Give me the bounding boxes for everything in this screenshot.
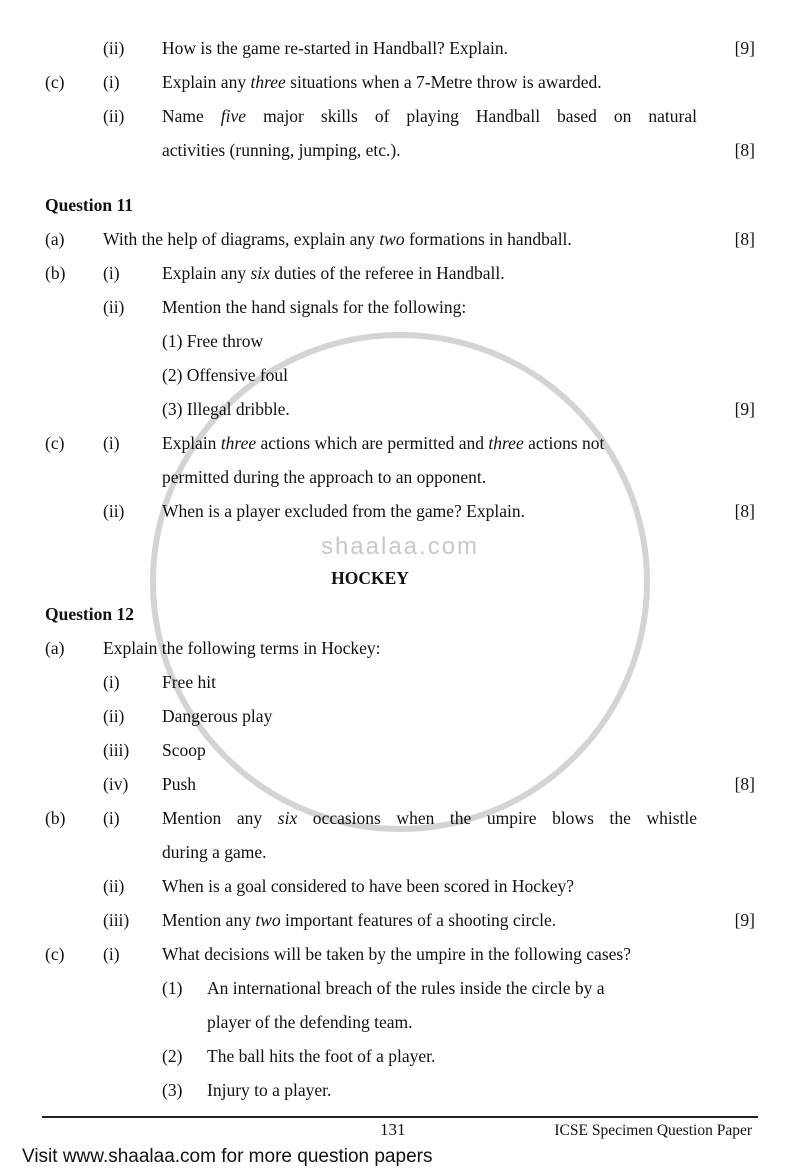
question-line bbox=[0, 290, 800, 324]
text-segment: Explain any bbox=[162, 72, 251, 92]
text-segment: Explain the following terms in Hockey: bbox=[103, 638, 381, 658]
page-number: 131 bbox=[380, 1120, 406, 1139]
question-line bbox=[0, 256, 800, 290]
text-segment: An international breach of the rules inside the circle by a bbox=[207, 978, 605, 998]
question-text bbox=[162, 426, 604, 460]
part-label: (b) bbox=[45, 263, 66, 283]
question-line bbox=[0, 631, 800, 665]
question-line bbox=[0, 937, 800, 971]
subpart-label: (i) bbox=[103, 672, 120, 692]
question-text bbox=[207, 1005, 413, 1039]
question-text bbox=[162, 699, 272, 733]
text-segment: Dangerous play bbox=[162, 706, 273, 726]
text-segment: The ball hits the foot of a player. bbox=[207, 1046, 436, 1066]
question-text bbox=[162, 835, 266, 869]
emphasis-text: two bbox=[379, 229, 405, 249]
question-line bbox=[0, 494, 800, 528]
emphasis-text: three bbox=[220, 433, 257, 453]
text-segment: (2) Offensive foul bbox=[162, 365, 289, 385]
question-text bbox=[162, 733, 206, 767]
text-segment: When is a goal considered to have been scored in Hockey? bbox=[162, 876, 575, 896]
marks: [8] bbox=[734, 229, 755, 249]
question-text bbox=[162, 801, 697, 835]
part-label: (c) bbox=[45, 72, 65, 92]
text-segment: Mention any bbox=[162, 910, 256, 930]
question-line bbox=[0, 358, 800, 392]
watermark-text: shaalaa.com bbox=[320, 533, 480, 560]
section-heading bbox=[0, 561, 800, 595]
text-segment: duties of the referee in Handball. bbox=[269, 263, 505, 283]
question-text bbox=[162, 31, 508, 65]
text-segment: major skills of playing Handball based on natural bbox=[246, 106, 697, 126]
footer-title: ICSE Specimen Question Paper bbox=[554, 1122, 752, 1139]
question-line bbox=[0, 99, 800, 133]
subpart-label: (iii) bbox=[103, 910, 130, 930]
question-text bbox=[162, 903, 556, 937]
question-text bbox=[162, 290, 466, 324]
part-label: (c) bbox=[45, 433, 65, 453]
question-text bbox=[162, 65, 602, 99]
question-line bbox=[0, 971, 800, 1005]
marks: [8] bbox=[734, 140, 755, 160]
subpart-label: (i) bbox=[103, 263, 120, 283]
marks: [9] bbox=[734, 399, 755, 419]
question-text bbox=[162, 358, 288, 392]
question-line bbox=[0, 903, 800, 937]
text-segment: Explain bbox=[162, 433, 221, 453]
text-segment: What decisions will be taken by the umpire in the following cases? bbox=[162, 944, 631, 964]
subpart-label: (ii) bbox=[103, 297, 125, 317]
question-line bbox=[0, 665, 800, 699]
question-line bbox=[0, 222, 800, 256]
text-segment: permitted during the approach to an opponent. bbox=[162, 467, 487, 487]
subpart-label: (ii) bbox=[103, 876, 125, 896]
text-segment: With the help of diagrams, explain any bbox=[103, 229, 380, 249]
text-segment: actions not bbox=[523, 433, 605, 453]
question-line bbox=[0, 392, 800, 426]
subpart-label: (iv) bbox=[103, 774, 129, 794]
item-number: (1) bbox=[162, 978, 183, 998]
text-segment: When is a player excluded from the game? Explain. bbox=[162, 501, 525, 521]
text-segment: Mention the hand signals for the following: bbox=[162, 297, 467, 317]
subpart-label: (ii) bbox=[103, 706, 125, 726]
emphasis-text: six bbox=[277, 808, 298, 828]
question-line bbox=[0, 460, 800, 494]
question-list bbox=[0, 31, 800, 1107]
question-line bbox=[0, 1005, 800, 1039]
heading-text: HOCKEY bbox=[331, 568, 409, 588]
question-text bbox=[207, 1039, 435, 1073]
question-text bbox=[162, 460, 486, 494]
text-segment: Free hit bbox=[162, 672, 216, 692]
question-text bbox=[207, 971, 604, 1005]
item-number: (2) bbox=[162, 1046, 183, 1066]
emphasis-text: two bbox=[255, 910, 281, 930]
question-text bbox=[162, 324, 263, 358]
emphasis-text: three bbox=[488, 433, 524, 453]
visit-link[interactable]: Visit www.shaalaa.com for more question papers bbox=[22, 1146, 433, 1167]
question-line bbox=[0, 835, 800, 869]
marks: [8] bbox=[734, 774, 755, 794]
emphasis-text: five bbox=[220, 106, 247, 126]
part-label: (b) bbox=[45, 808, 66, 828]
question-text bbox=[103, 222, 572, 256]
part-label: (c) bbox=[45, 944, 65, 964]
subpart-label: (i) bbox=[103, 808, 120, 828]
question-line bbox=[0, 869, 800, 903]
marks: [8] bbox=[734, 501, 755, 521]
question-line bbox=[0, 733, 800, 767]
question-line bbox=[0, 31, 800, 65]
question-line bbox=[0, 1039, 800, 1073]
subpart-label: (ii) bbox=[103, 501, 125, 521]
text-segment: (3) Illegal dribble. bbox=[162, 399, 290, 419]
emphasis-text: six bbox=[250, 263, 270, 283]
question-text bbox=[162, 494, 525, 528]
text-segment: situations when a 7-Metre throw is awarded. bbox=[285, 72, 602, 92]
text-segment: activities (running, jumping, etc.). bbox=[162, 140, 401, 160]
question-text bbox=[103, 631, 381, 665]
subpart-label: (iii) bbox=[103, 740, 130, 760]
subpart-label: (i) bbox=[103, 433, 120, 453]
question-line bbox=[0, 801, 800, 835]
question-text bbox=[162, 937, 631, 971]
footer-rule bbox=[42, 1116, 758, 1118]
question-text bbox=[162, 392, 290, 426]
part-label: (a) bbox=[45, 229, 65, 249]
text-segment: Name bbox=[162, 106, 221, 126]
marks: [9] bbox=[734, 910, 755, 930]
question-text bbox=[162, 133, 401, 167]
text-segment: formations in handball. bbox=[404, 229, 572, 249]
marks: [9] bbox=[734, 38, 755, 58]
subpart-label: (ii) bbox=[103, 106, 125, 126]
heading-text: Question 12 bbox=[45, 604, 134, 624]
question-text bbox=[162, 665, 216, 699]
question-text bbox=[162, 256, 505, 290]
text-segment: occasions when the umpire blows the whistle bbox=[297, 808, 697, 828]
question-line bbox=[0, 65, 800, 99]
text-segment: Injury to a player. bbox=[207, 1080, 332, 1100]
question-text bbox=[162, 869, 574, 903]
text-segment: actions which are permitted and bbox=[256, 433, 489, 453]
text-segment: Mention any bbox=[162, 808, 278, 828]
question-line bbox=[0, 426, 800, 460]
question-line bbox=[0, 324, 800, 358]
question-line bbox=[0, 1073, 800, 1107]
text-segment: during a game. bbox=[162, 842, 267, 862]
question-line bbox=[0, 699, 800, 733]
question-text bbox=[162, 99, 697, 133]
text-segment: player of the defending team. bbox=[207, 1012, 413, 1032]
text-segment: (1) Free throw bbox=[162, 331, 264, 351]
text-segment: Scoop bbox=[162, 740, 206, 760]
subpart-label: (i) bbox=[103, 72, 120, 92]
question-text bbox=[162, 767, 196, 801]
emphasis-text: three bbox=[250, 72, 286, 92]
subpart-label: (i) bbox=[103, 944, 120, 964]
item-number: (3) bbox=[162, 1080, 183, 1100]
section-heading bbox=[0, 188, 800, 222]
part-label: (a) bbox=[45, 638, 65, 658]
text-segment: Push bbox=[162, 774, 197, 794]
subpart-label: (ii) bbox=[103, 38, 125, 58]
question-text bbox=[207, 1073, 331, 1107]
question-line bbox=[0, 767, 800, 801]
text-segment: Explain any bbox=[162, 263, 251, 283]
section-heading bbox=[0, 597, 800, 631]
heading-text: Question 11 bbox=[45, 195, 134, 215]
text-segment: How is the game re-started in Handball? Explain. bbox=[162, 38, 509, 58]
question-line bbox=[0, 133, 800, 167]
text-segment: important features of a shooting circle. bbox=[280, 910, 557, 930]
